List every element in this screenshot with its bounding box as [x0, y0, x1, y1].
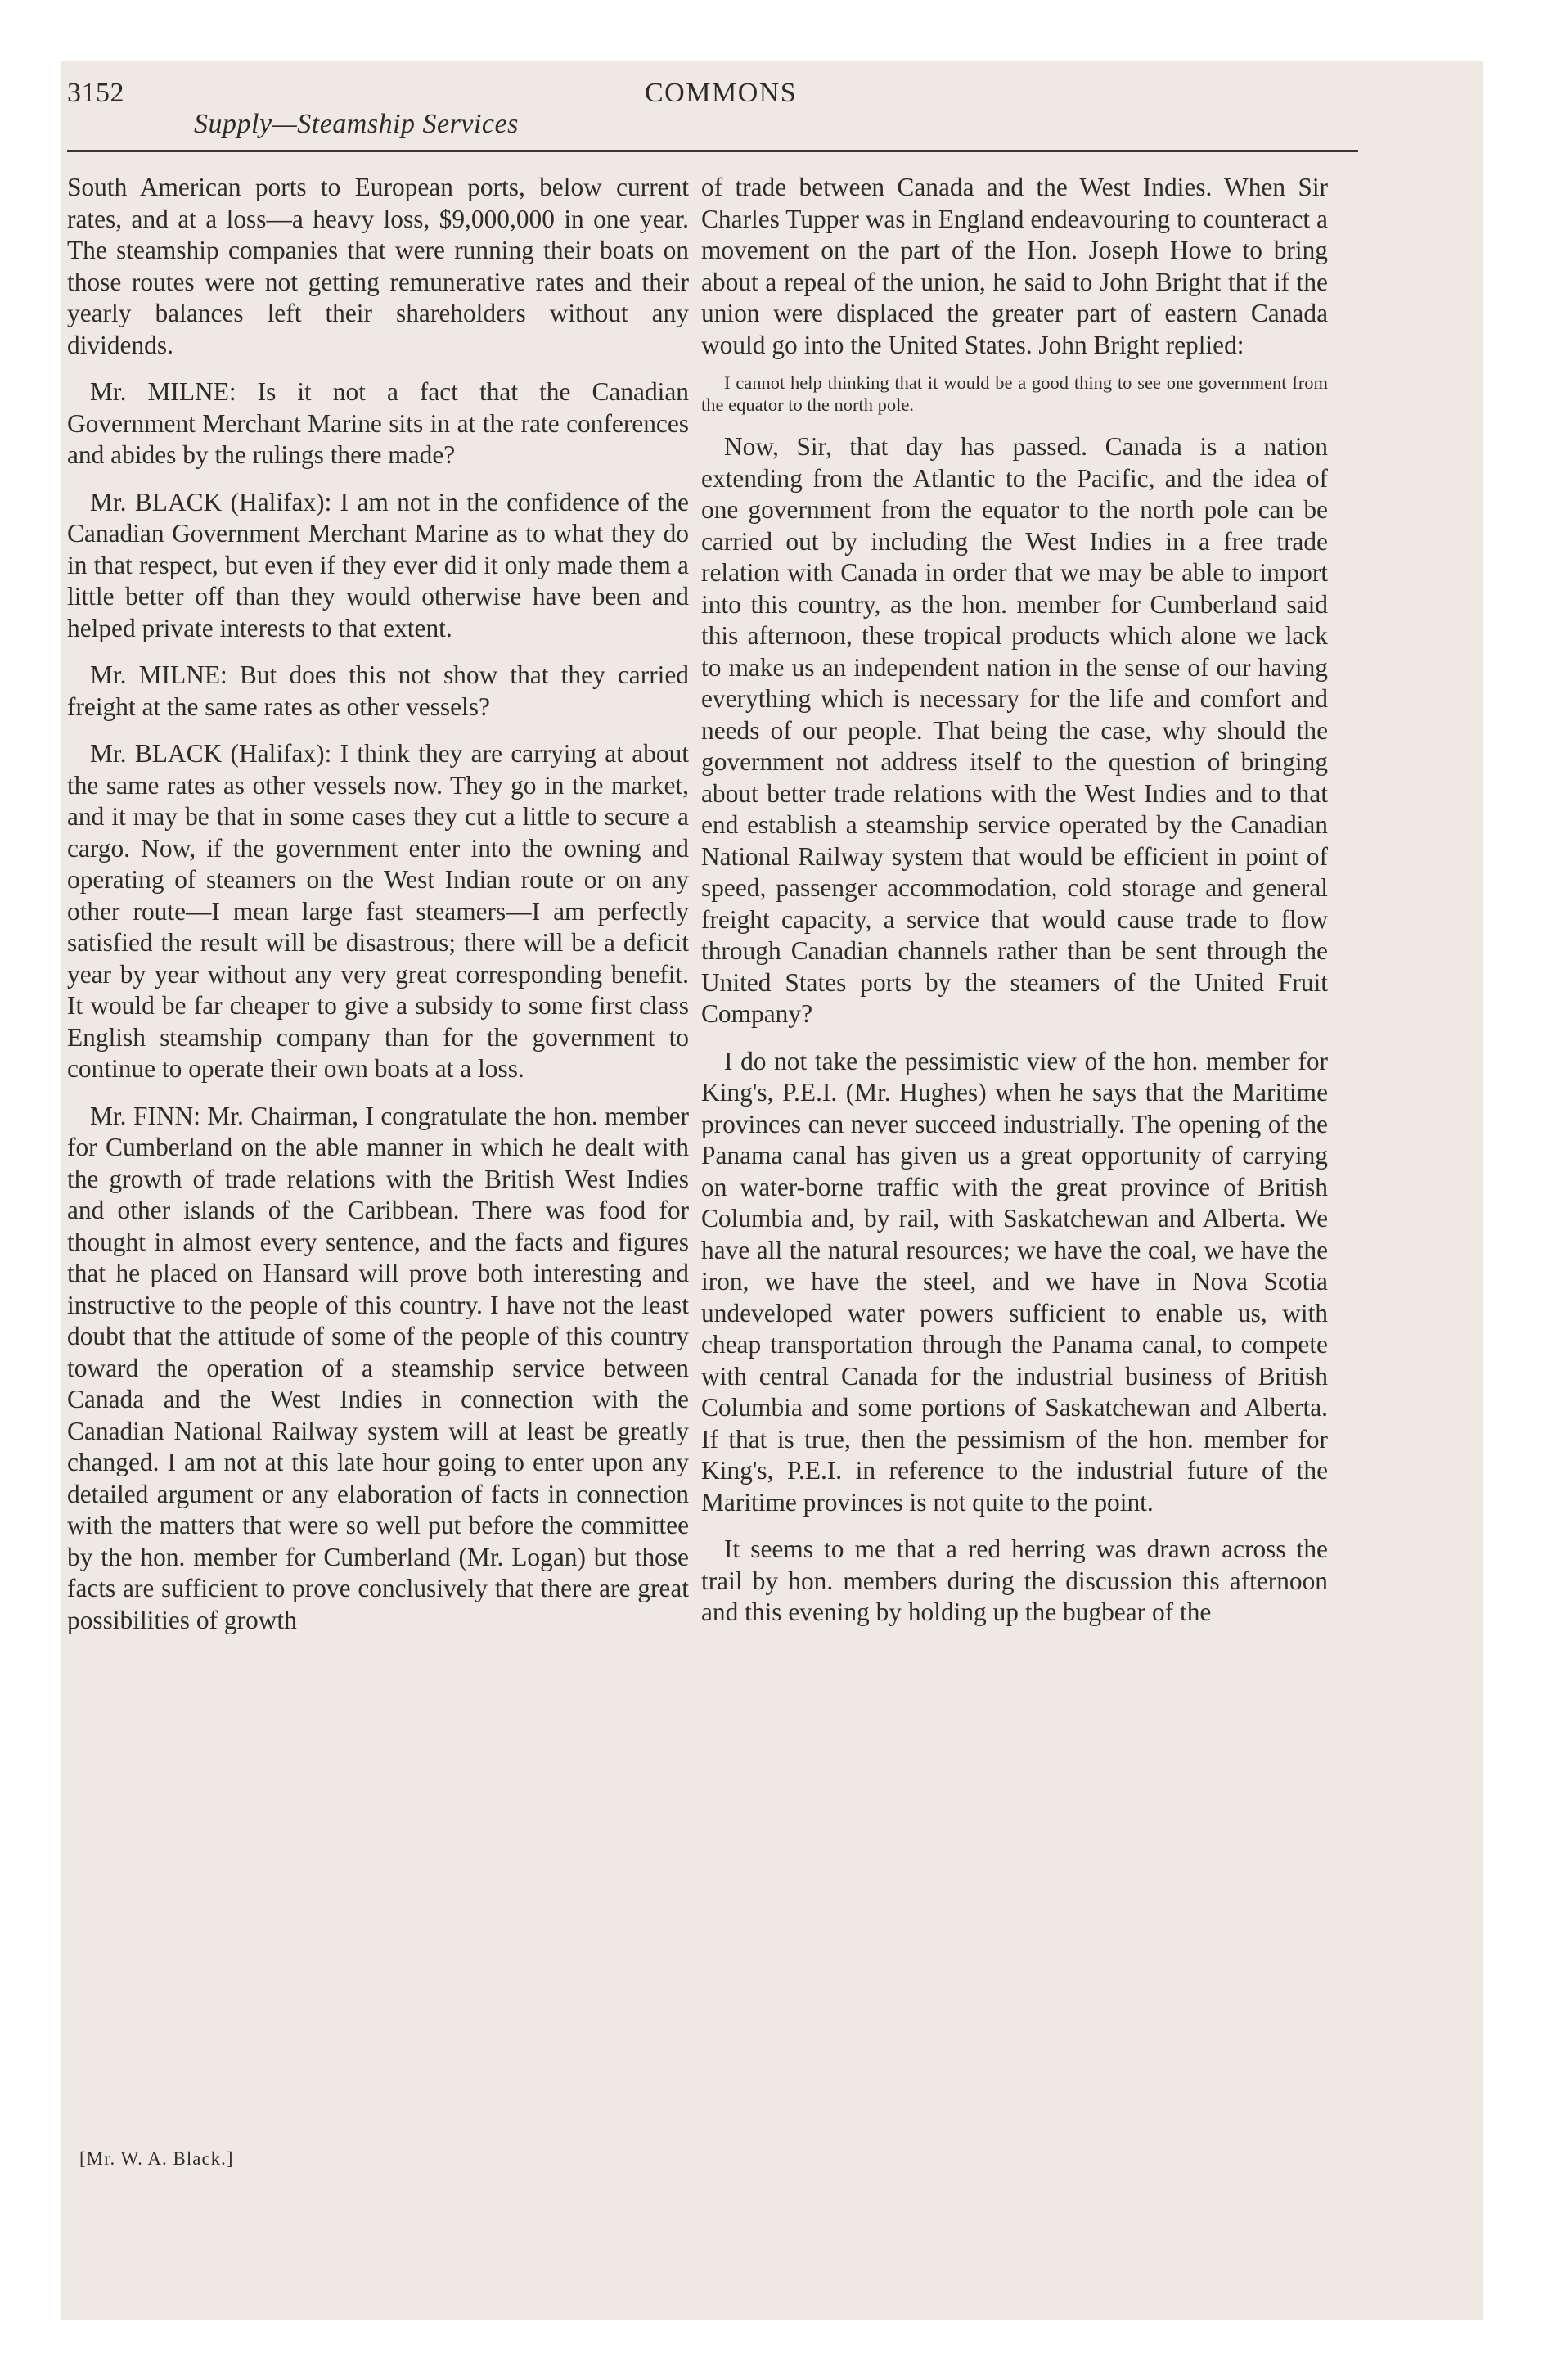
- page-number: 3152: [67, 78, 124, 108]
- paragraph: Mr. MILNE: But does this not show that they carried freight at the same rates as other vessels?: [67, 660, 689, 721]
- block-quote: I cannot help thinking that it would be a good thing to see one government from the equator to the north pole.: [701, 372, 1328, 415]
- header-rule: [67, 150, 1358, 152]
- page-header: [67, 78, 1360, 143]
- paragraph: Mr. BLACK (Halifax): I think they are carrying at about the same rates as other vessels now. They go in the market, and it may be that in some cases they cut a little to secure a cargo. Now, if the government enter into the owning and operating of steamers on the West Indian route or on any other route—I mean large fast steamers—I am perfectly satisfied the result will be disastrous; there will be a deficit year by year without any very great corresponding benefit. It would be far cheaper to give a subsidy to some first class English steamship company than for the government to continue to operate their own boats at a loss.: [67, 739, 689, 1083]
- header-title: COMMONS: [645, 78, 798, 108]
- paragraph: Now, Sir, that day has passed. Canada is a nation extending from the Atlantic to the Pacific, and the idea of one government from the equator to the north pole can be carried out by including the West Indies in a free trade relation with Canada in order that we may be able to import into this country, as the hon. member for Cumberland said this afternoon, these tropical products which alone we lack to make us an independent nation in the sense of our having everything which is necessary for the life and comfort and needs of our people. That being the case, why should the government not address itself to the question of bringing about better trade relations with the West Indies and to that end establish a steamship service operated by the Canadian National Railway system that would be efficient in point of speed, passenger accommodation, cold storage and general freight capacity, a service that would cause trade to flow through Canadian channels rather than be sent through the United States ports by the steamers of the United Fruit Company?: [701, 432, 1328, 1028]
- right-column: [701, 172, 1328, 1644]
- paragraph: I do not take the pessimistic view of the hon. member for King's, P.E.I. (Mr. Hughes) when he says that the Maritime provinces can never succeed industrially. The opening of the Panama canal has given us a great opportunity of carrying on water-borne traffic with the great province of British Columbia and, by rail, with Saskatchewan and Alberta. We have all the natural resources; we have the coal, we have the iron, we have the steel, and we have in Nova Scotia undeveloped water powers sufficient to enable us, with cheap transportation through the Panama canal, to compete with central Canada for the industrial business of British Columbia and some portions of Saskatchewan and Alberta. If that is true, then the pessimism of the hon. member for King's, P.E.I. in reference to the industrial future of the Maritime provinces is not quite to the point.: [701, 1046, 1328, 1517]
- paragraph: Mr. MILNE: Is it not a fact that the Canadian Government Merchant Marine sits in at the rate conferences and abides by the rulings there made?: [67, 377, 689, 469]
- paragraph: It seems to me that a red herring was drawn across the trail by hon. members during the discussion this afternoon and this evening by holding up the bugbear of the: [701, 1535, 1328, 1626]
- paragraph: South American ports to European ports, below current rates, and at a loss—a heavy loss, $9,000,000 in one year. The steamship companies that were running their boats on those routes were not getting remunerative rates and their yearly balances left their shareholders without any dividends.: [67, 173, 689, 359]
- speaker-footnote: [Mr. W. A. Black.]: [79, 2148, 234, 2169]
- paragraph: Mr. FINN: Mr. Chairman, I congratulate the hon. member for Cumberland on the able manner in which he dealt with the growth of trade relations with the British West Indies and other islands of the Caribbean. There was food for thought in almost every sentence, and the facts and figures that he placed on Hansard will prove both interesting and instructive to the people of this country. I have not the least doubt that the attitude of some of the people of this country toward the operation of a steamship service between Canada and the West Indies in connection with the Canadian National Railway system will at least be greatly changed. I am not at this late hour going to enter upon any detailed argument or any elaboration of facts in connection with the matters that were so well put before the committee by the hon. member for Cumberland (Mr. Logan) but those facts are sufficient to prove conclusively that there are great possibilities of growth: [67, 1101, 689, 1634]
- paragraph: of trade between Canada and the West Indies. When Sir Charles Tupper was in England endeavouring to counteract a movement on the part of the Hon. Joseph Howe to bring about a repeal of the union, he said to John Bright that if the union were displaced the greater part of eastern Canada would go into the United States. John Bright replied:: [701, 173, 1328, 359]
- header-subtitle: Supply—Steamship Services: [194, 109, 519, 139]
- left-column: [67, 172, 689, 1652]
- paragraph: Mr. BLACK (Halifax): I am not in the confidence of the Canadian Government Merchant Marine as to what they do in that respect, but even if they ever did it only made them a little better off than they would otherwise have been and helped private interests to that extent.: [67, 487, 689, 642]
